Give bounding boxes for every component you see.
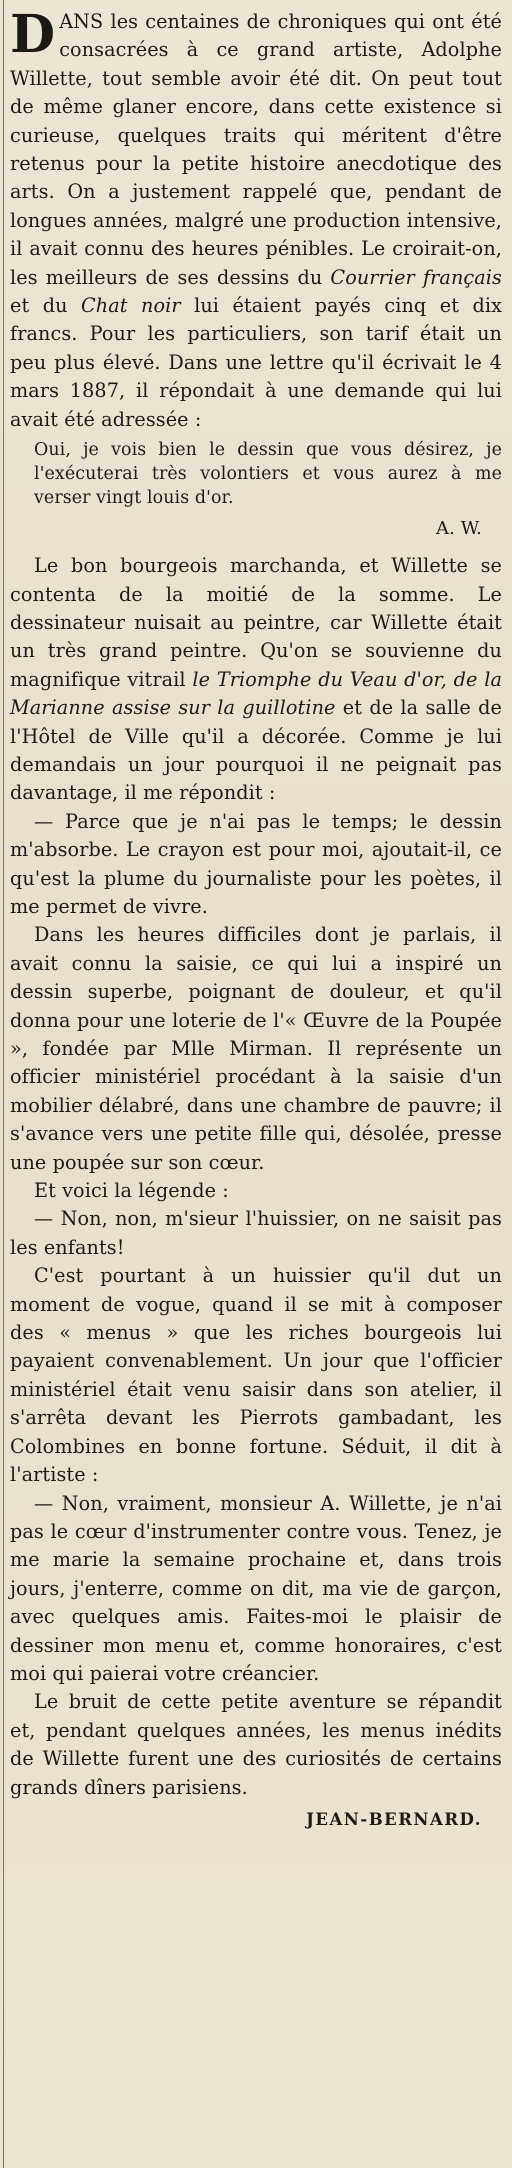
paragraph-3: — Parce que je n'ai pas le temps; le dessin m'absorbe. Le crayon est pour moi, ajoutait-il, ce qu'est la plume du journaliste pour les poètes, il me permet de vivre.	[10, 809, 502, 918]
paragraph-2-text: Le bon bourgeois marchanda, et Willette se contenta de la moitié de la somme. Le dessinateur nuisait au peintre, car Willette était un très grand peintre. Qu'on se souvienne du magnifique vitrail	[10, 554, 502, 691]
article-body	[10, 4, 503, 1834]
spacer	[10, 542, 502, 552]
paragraph-5: Et voici la légende :	[34, 1179, 229, 1203]
paragraph-2-end: et de la salle de l'Hôtel de Ville qu'il a décorée. Comme je lui demandais un jour pourquoi il ne peignait pas davantage, il me répondit :	[10, 696, 503, 805]
author-byline: JEAN-BERNARD.	[306, 1809, 482, 1829]
paragraph-1-mid: et du	[10, 294, 81, 318]
paragraph-1-end: lui étaient payés cinq et dix francs. Pour les particuliers, son tarif était un peu plus élevé. Dans une lettre qu'il écrivait le 4 mars 1887, il répondait à une demande qui lui avait été adressée :	[10, 294, 502, 431]
column-rule	[3, 0, 4, 2168]
journal-title-courrier: Courrier français	[330, 265, 502, 289]
paragraph-2	[10, 552, 502, 808]
paragraph-7: C'est pourtant à un huissier qu'il dut un moment de vogue, quand il se mit à composer des « menus » que les riches bourgeois lui payaient convenablement. Un jour que l'officier ministériel était venu saisir dans son atelier, il s'arrêta devant les Pierrots gambadant, les Colombines en bonne fortune. Séduit, il dit à l'artiste :	[10, 1264, 502, 1487]
quote-signature	[10, 516, 502, 542]
drop-cap: D	[10, 4, 56, 65]
journal-title-chat-noir: Chat noir	[81, 294, 181, 318]
quote-signature-text: A. W.	[435, 518, 482, 540]
paragraph-4: Dans les heures difficiles dont je parlais, il avait connu la saisie, ce qui lui a inspiré un dessin superbe, poignant de douleur, et qu'il donna pour une loterie de l'« Œuvre de la Poupée », fondée par Mlle Mirman. Il représente un officier ministériel procédant à la saisie d'un mobilier délabré, dans une chambre de pauvre; il s'avance vers une petite fille qui, désolée, presse une poupée sur son cœur.	[10, 923, 502, 1174]
letter-quote: Oui, je vois bien le dessin que vous désirez, je l'exécuterai très volontiers et vous aurez à me verser vingt louis d'or.	[34, 440, 502, 509]
paragraph-1	[10, 4, 502, 434]
paragraph-6: — Non, non, m'sieur l'huissier, on ne saisit pas les enfants!	[10, 1207, 502, 1259]
paragraph-9: Le bruit de cette petite aventure se répandit et, pendant quelques années, les menus inédits de Willette furent une des curiosités de certains grands dîners parisiens.	[10, 1690, 502, 1799]
paragraph-8: — Non, vraiment, monsieur A. Willette, je n'ai pas le cœur d'instrumenter contre vous. Tenez, je me marie la semaine prochaine et, dans trois jours, j'enterre, comme on dit, ma vie de garçon, avec quelques amis. Faites-moi le plaisir de dessiner mon menu et, comme honoraires, c'est moi qui paierai votre créancier.	[10, 1491, 502, 1685]
artwork-titles: le Triomphe du Veau d'or, de la Marianne assise sur la guillotine	[10, 667, 502, 720]
paragraph-1-text: ANS les centaines de chroniques qui ont été consacrées à ce grand artiste, Adolphe Willette, tout semble avoir été dit. On peut tout de même glaner encore, dans cette existence si curieuse, quelques traits qui méritent d'être retenus pour la petite histoire anecdotique des arts. On a justement rappelé que, pendant de longues années, malgré une production intensive, il avait connu des heures pénibles. Le croirait-on, les meilleurs de ses dessins du	[10, 10, 502, 289]
